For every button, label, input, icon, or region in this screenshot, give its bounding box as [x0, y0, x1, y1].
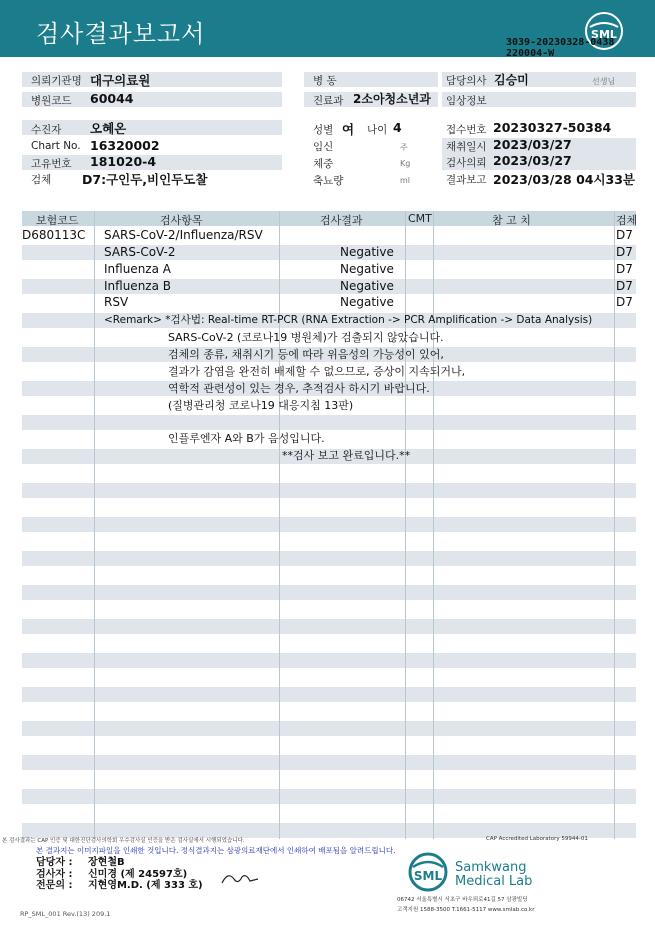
specialist-label: 전문의 : [36, 880, 73, 891]
row-stripe [22, 551, 636, 566]
row-stripe [22, 721, 636, 736]
document-number-line1: 3039-20230328-0438 [506, 37, 615, 48]
report-label: 결과보고 [446, 174, 487, 186]
document-number [506, 37, 614, 59]
request-label: 검사의뢰 [446, 157, 487, 169]
row-stripe [22, 517, 636, 532]
row-specimen: D7 [616, 295, 633, 309]
dept-value: 2소아청소년과 [353, 92, 431, 106]
sex-value: 여 [342, 122, 355, 137]
th-ref: 참 고 치 [492, 214, 531, 227]
pregnancy-unit: 주 [400, 143, 408, 152]
report-title: 검사결과보고서 [36, 20, 206, 48]
address: 06742 서울특별시 서초구 바우뫼로41길 57 삼광빌딩 [397, 897, 528, 903]
row-item: Influenza A [104, 262, 171, 276]
contact: 고객지원 1588-3500 T.1661-5117 www.smlab.co.kr [397, 907, 535, 913]
requester-value: 대구의료원 [90, 73, 151, 88]
row-stripe [22, 755, 636, 770]
dept-label: 진료과 [313, 95, 344, 107]
specialist-value: 지현영M.D. (제 333 호) [88, 880, 203, 891]
unique-value: 181020-4 [90, 154, 157, 169]
row-code: D680113C [22, 228, 86, 242]
row-result: Negative [340, 245, 394, 259]
row-item: Influenza B [104, 279, 171, 293]
remark-line: 검체의 종류, 채취시기 등에 따라 위음성의 가능성이 있어, [168, 348, 444, 361]
signature-icon [220, 869, 260, 887]
chart-value: 16320002 [90, 138, 160, 153]
row-result: Negative [340, 279, 394, 293]
blue-note: 본 결과지는 이미지파일을 인쇄한 것입니다. 정식결과지는 삼광의료재단에서 인쇄하여 배포됨을 알려드립니다. [36, 846, 396, 855]
row-item: SARS-CoV-2/Influenza/RSV [104, 228, 263, 242]
fine-print: 본 검사결과는 CAP 인증 및 대한진단검사의학회 우수검사실 인증을 받은 검사실에서 시행되었습니다. [2, 838, 245, 844]
age-value: 4 [393, 120, 402, 135]
reception-label: 접수번호 [446, 124, 487, 136]
hospital-code-label: 병원코드 [31, 95, 72, 107]
collect-label: 채취일시 [446, 141, 487, 153]
row-specimen: D7 [616, 279, 633, 293]
request-value: 2023/03/27 [493, 153, 572, 168]
form-code: RP_SML_001 Rev.(13) 209.1 [20, 910, 111, 918]
document-number-line2: 220004-W [506, 48, 555, 59]
th-cmt: CMT [408, 212, 432, 225]
sex-label: 성별 [313, 124, 334, 136]
patient-value: 오혜온 [90, 121, 127, 136]
doctor-value: 김승미 [494, 73, 529, 87]
specimen-value: D7:구인두,비인두도찰 [82, 172, 208, 187]
row-item: RSV [104, 295, 129, 309]
unique-label: 고유번호 [31, 158, 72, 170]
reception-value: 20230327-50384 [493, 120, 612, 135]
remark-line: 결과가 감염을 완전히 배제할 수 없으므로, 증상이 지속되거나, [168, 365, 466, 378]
weight-label: 체중 [313, 158, 334, 170]
remark-line: SARS-CoV-2 (코로나19 병원체)가 검출되지 않았습니다. [168, 331, 444, 344]
chart-label: Chart No. [31, 140, 81, 152]
row-stripe [22, 653, 636, 668]
clinical-label: 임상정보 [446, 95, 487, 107]
owner-value: 장현철B [88, 857, 125, 868]
row-specimen: D7 [616, 262, 633, 276]
brand-name [455, 861, 532, 889]
logo-text: SML [591, 28, 617, 41]
row-stripe [22, 483, 636, 498]
cap-note: CAP Accredited Laboratory 59944-01 [486, 836, 588, 842]
column-divider [614, 211, 615, 839]
row-stripe [22, 789, 636, 804]
remark-line: 인플루엔자 A와 B가 음성입니다. [168, 432, 325, 445]
remark-line: 역학적 관련성이 있는 경우, 추적검사 하시기 바랍니다. [168, 382, 430, 395]
remark-line: (질병관리청 코로나19 대응지침 13판) [168, 399, 354, 412]
doctor-label: 담당의사 [446, 75, 487, 87]
row-specimen: D7 [616, 228, 633, 242]
doctor-suffix: 선생님 [592, 77, 616, 86]
urine-label: 축뇨량 [313, 175, 344, 187]
row-stripe [22, 619, 636, 634]
sml-footer-logo-icon [405, 852, 451, 892]
th-specimen: 검체 [616, 214, 638, 227]
weight-unit: Kg [400, 159, 411, 168]
collect-value: 2023/03/27 [493, 137, 572, 152]
remark-line: <Remark> *검사법: Real-time RT-PCR (RNA Extraction -> PCR Amplification -> Data Analysis) [104, 314, 593, 326]
report-value: 2023/03/28 04시33분 [493, 172, 636, 187]
specimen-label: 검체 [31, 174, 52, 186]
hospital-code-value: 60044 [90, 91, 134, 106]
brand-line1: Samkwang [455, 860, 527, 875]
column-divider [433, 211, 434, 839]
owner-label: 담당자 : [36, 857, 73, 868]
row-item: SARS-CoV-2 [104, 245, 176, 259]
inspector-label: 검사자 : [36, 869, 73, 880]
column-divider [279, 211, 280, 839]
th-code: 보험코드 [36, 214, 79, 227]
row-stripe [22, 585, 636, 600]
pregnancy-label: 임신 [313, 141, 334, 153]
inspector-value: 신미경 (제 24597호) [88, 869, 188, 880]
th-item: 검사항목 [160, 214, 203, 227]
row-specimen: D7 [616, 245, 633, 259]
age-label: 나이 [367, 124, 388, 136]
row-stripe [22, 415, 636, 430]
requester-label: 의뢰기관명 [31, 75, 82, 87]
row-result: Negative [340, 295, 394, 309]
column-divider [94, 211, 95, 839]
th-result: 검사결과 [320, 214, 363, 227]
brand-line2: Medical Lab [455, 874, 533, 889]
patient-label: 수진자 [31, 124, 62, 136]
row-result: Negative [340, 262, 394, 276]
remark-line: **검사 보고 완료입니다.** [282, 449, 411, 462]
ward-label: 병 동 [313, 75, 337, 87]
urine-unit: ml [400, 176, 411, 185]
row-stripe [22, 687, 636, 702]
footer-logo-text: SML [413, 869, 443, 883]
column-divider [405, 211, 406, 839]
